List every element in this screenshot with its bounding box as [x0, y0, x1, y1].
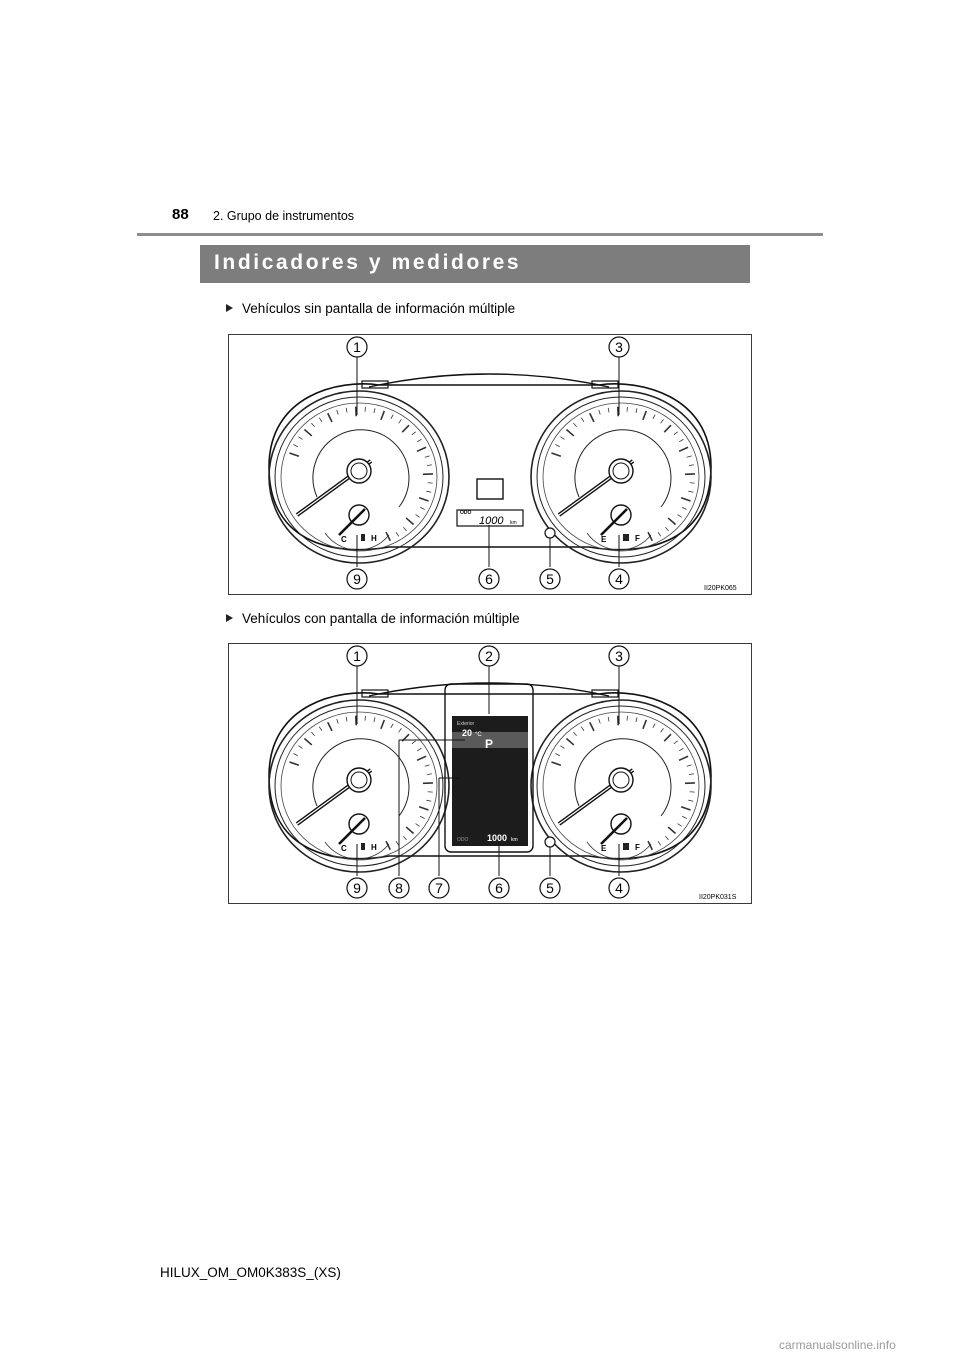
dial-tick: [403, 527, 406, 531]
dial-tick: [311, 732, 314, 736]
exterior-temp-unit: °C: [475, 732, 482, 738]
figure-code: II20PK031S: [699, 894, 737, 901]
callout-4-number: 4: [615, 880, 623, 896]
footer-doc-id: HILUX_OM_OM0K383S_(XS): [160, 1265, 341, 1280]
fuel-empty-label: E: [601, 844, 607, 853]
dial-tick: [555, 445, 559, 447]
figure-code: II20PK065: [704, 585, 737, 592]
gear-position: P: [485, 737, 494, 751]
dial-tick: [555, 754, 559, 756]
dial-tick: [304, 430, 311, 436]
dial-tick: [566, 430, 573, 436]
dial-tick: [653, 724, 655, 728]
fuel-pump-icon: [623, 534, 629, 541]
dial-tick: [417, 748, 421, 751]
dial-tick: [381, 720, 384, 729]
dial-tick: [293, 445, 297, 447]
dial-tick: [381, 411, 384, 420]
dial-tick: [551, 453, 560, 456]
dial-tick: [590, 413, 594, 422]
dial-tick: [328, 722, 332, 731]
temp-cold-label: C: [341, 844, 347, 853]
odo-label: ODO: [460, 510, 472, 516]
dial-tick: [658, 532, 661, 536]
dial-tick: [687, 456, 692, 457]
dial-tick: [328, 413, 332, 422]
dial-tick: [417, 439, 421, 442]
dial-tick: [661, 419, 664, 423]
dial-tick: [374, 717, 375, 722]
dial-tick: [417, 756, 426, 760]
exterior-temp-value: 20: [462, 728, 473, 738]
dial-tick: [608, 717, 609, 722]
dial-tick: [608, 408, 609, 413]
callout-3-number: 3: [615, 648, 623, 664]
dial-tick: [682, 816, 686, 818]
bullet-triangle-icon: [226, 614, 233, 622]
dial-tick: [566, 739, 573, 745]
dial-tick: [674, 741, 678, 744]
temp-hot-label: H: [371, 843, 377, 852]
dial-tick: [412, 432, 416, 435]
dial-tick: [687, 765, 692, 766]
dial-tick: [599, 719, 601, 724]
section-header: [200, 245, 750, 283]
dial-tick: [412, 741, 416, 744]
trip-reset-knob: [545, 837, 555, 847]
dial-tick: [681, 807, 690, 810]
chapter-title: 2. Grupo de instrumentos: [213, 209, 355, 223]
dial-tick: [337, 719, 339, 724]
callout-9-number: 9: [353, 571, 361, 587]
callout-6-number: 6: [485, 571, 493, 587]
bullet-triangle-icon: [226, 304, 233, 312]
watermark: carmanualsonline.info: [779, 1338, 896, 1352]
dial-tick: [679, 756, 688, 760]
callout-5-number: 5: [546, 571, 554, 587]
dial-tick: [581, 418, 584, 422]
dial-tick: [668, 827, 675, 833]
dial-tick: [643, 411, 646, 420]
dial-tick: [425, 765, 430, 766]
callout-2-number: 2: [485, 648, 493, 664]
dial-tick: [396, 532, 399, 536]
temp-hot-label: H: [371, 534, 377, 543]
dial-tick: [402, 425, 409, 432]
dial-tick: [653, 415, 655, 419]
dial-tick: [337, 410, 339, 415]
odometer-value: 1000: [479, 515, 504, 527]
dial-tick: [416, 824, 420, 827]
dial-tick: [590, 722, 594, 731]
dial-tick: [689, 465, 694, 466]
dial-tick: [679, 748, 683, 751]
callout-5-number: 5: [546, 880, 554, 896]
dial-tick: [679, 447, 688, 451]
callout-6-number: 6: [495, 880, 503, 896]
dial-tick: [674, 432, 678, 435]
dial-tick: [416, 515, 420, 518]
dial-tick: [289, 762, 298, 765]
figure-2-caption-text: Vehículos con pantalla de información múltiple: [242, 611, 520, 626]
dial-tick: [346, 408, 347, 413]
dial-tick: [406, 827, 413, 833]
figure-1-caption: [226, 301, 515, 316]
dial-tick: [551, 762, 560, 765]
dial-tick: [658, 841, 661, 845]
odometer-unit: km: [510, 520, 517, 526]
dial-tick: [391, 415, 393, 419]
mid-odometer-value: 1000: [487, 833, 508, 843]
mid-odo-label: ODO: [457, 837, 469, 843]
dial-tick: [426, 491, 431, 492]
dial-tick: [560, 437, 564, 440]
dial-tick: [399, 419, 402, 423]
dial-tick: [304, 739, 311, 745]
dial-tick: [679, 439, 683, 442]
page-number: 88: [172, 206, 189, 223]
dial-tick: [427, 774, 432, 775]
figure-1-caption-text: Vehículos sin pantalla de información múltiple: [242, 301, 516, 316]
dial-tick: [399, 728, 402, 732]
callout-3-number: 3: [615, 339, 623, 355]
coolant-temp-icon: [361, 534, 365, 541]
dial-tick: [426, 800, 431, 801]
dial-tick: [678, 824, 682, 827]
fuel-empty-label: E: [601, 535, 607, 544]
dial-tick: [427, 465, 432, 466]
dial-tick: [678, 515, 682, 518]
dial-tick: [573, 423, 576, 427]
figure-2-caption: [226, 611, 520, 626]
dial-tick: [420, 816, 424, 818]
figure-cluster-basic: [228, 334, 752, 595]
center-indicator-panel: [477, 479, 503, 499]
dial-tick: [319, 418, 322, 422]
dial-tick: [425, 456, 430, 457]
dial-tick: [311, 423, 314, 427]
dial-tick: [581, 727, 584, 731]
dial-tick: [668, 518, 675, 524]
dial-tick: [298, 437, 302, 440]
dial-tick: [406, 518, 413, 524]
callout-7-number: 7: [435, 880, 443, 896]
cluster-mid-illustration: [229, 644, 751, 903]
dial-tick: [689, 774, 694, 775]
dial-tick: [636, 408, 637, 413]
dial-tick: [396, 841, 399, 845]
dial-tick: [665, 527, 668, 531]
dial-tick: [573, 732, 576, 736]
dial-tick: [346, 717, 347, 722]
dial-tick: [664, 734, 671, 741]
figure-cluster-mid: [228, 643, 752, 904]
temp-cold-label: C: [341, 535, 347, 544]
dial-tick: [636, 717, 637, 722]
callout-1-number: 1: [353, 339, 361, 355]
dial-tick: [298, 746, 302, 749]
dial-tick: [417, 447, 426, 451]
dial-tick: [419, 498, 428, 501]
callout-9-number: 9: [353, 880, 361, 896]
dial-tick: [420, 507, 424, 509]
callout-8-number: 8: [395, 880, 403, 896]
dial-tick: [391, 724, 393, 728]
dial-tick: [560, 746, 564, 749]
callout-1-number: 1: [353, 648, 361, 664]
cluster-basic-illustration: [229, 335, 751, 594]
dial-tick: [319, 727, 322, 731]
dial-tick: [681, 498, 690, 501]
header-rule: [137, 233, 823, 236]
coolant-temp-icon: [361, 843, 365, 850]
dial-tick: [665, 836, 668, 840]
dial-tick: [664, 425, 671, 432]
fuel-full-label: F: [635, 843, 640, 852]
fuel-pump-icon: [623, 843, 629, 850]
dial-tick: [403, 836, 406, 840]
dial-tick: [661, 728, 664, 732]
dial-tick: [599, 410, 601, 415]
section-title: Indicadores y medidores: [214, 251, 522, 274]
trip-reset-knob: [545, 528, 555, 538]
dial-tick: [293, 754, 297, 756]
dial-tick: [419, 807, 428, 810]
dial-tick: [688, 491, 693, 492]
exterior-label: Exterior: [457, 721, 475, 727]
dial-tick: [682, 507, 686, 509]
dial-tick: [643, 720, 646, 729]
fuel-full-label: F: [635, 534, 640, 543]
callout-4-number: 4: [615, 571, 623, 587]
mid-odometer-unit: km: [511, 837, 518, 843]
dial-tick: [688, 800, 693, 801]
dial-tick: [374, 408, 375, 413]
dial-tick: [289, 453, 298, 456]
